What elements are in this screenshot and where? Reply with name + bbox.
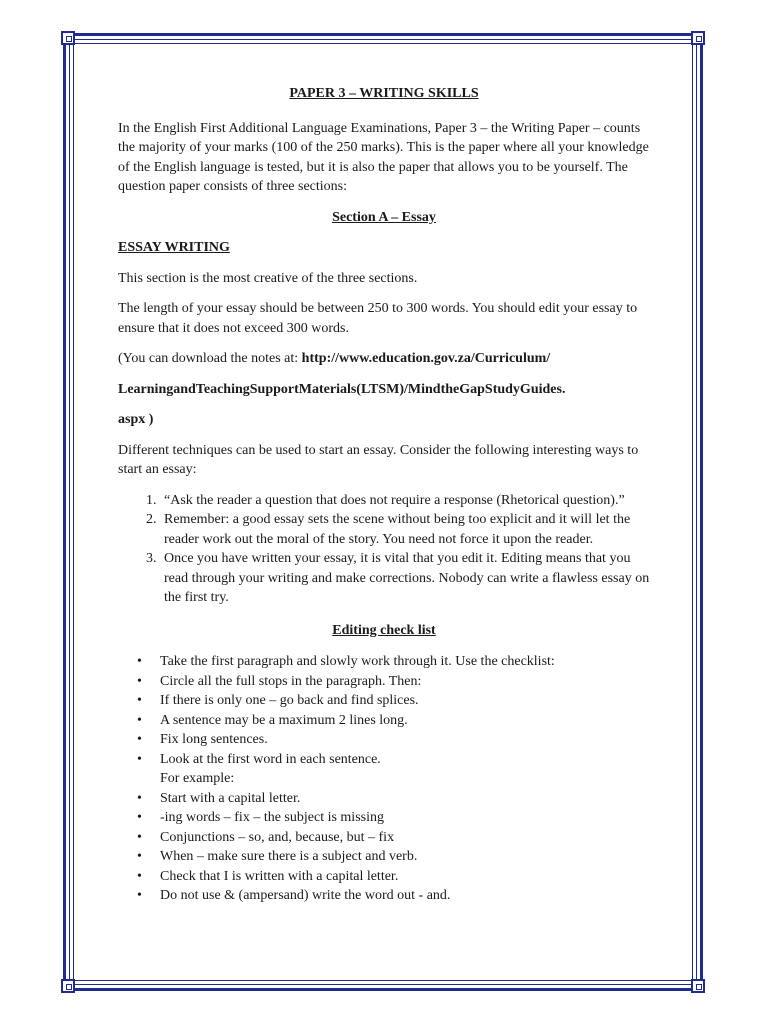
document-body (118, 84, 650, 906)
list-item: • Circle all the full stops in the paragraph. Then: (160, 672, 650, 692)
techniques-paragraph: Different techniques can be used to start an essay. Consider the following interesting ways to start an essay: (118, 442, 639, 477)
creative-paragraph: This section is the most creative of the three sections. (118, 270, 418, 286)
list-item: • When – make sure there is a subject and verb. (160, 847, 650, 867)
list-item: 3. Once you have written your essay, it is vital that you edit it. Editing means that you read through your writing and make corrections. Nobody can write a flawless essay on the first try. (160, 549, 650, 608)
list-item: • Conjunctions – so, and, because, but – fix (160, 828, 650, 848)
corner-ornament-top-left (61, 31, 75, 45)
length-paragraph: The length of your essay should be between 250 to 300 words. You should edit your essay to ensure that it does not exceed 300 words. (118, 301, 638, 336)
list-item: • Look at the first word in each sentence. (160, 750, 650, 770)
document-title: PAPER 3 – WRITING SKILLS (289, 86, 479, 101)
list-item: • Check that I is written with a capital letter. (160, 867, 650, 887)
editing-checklist (118, 652, 650, 906)
download-prefix: (You can download the notes at: (118, 351, 302, 366)
list-item-continuation: For example: (160, 771, 235, 786)
download-link-part-1[interactable]: http://www.education.gov.za/Curriculum/ (301, 351, 551, 366)
download-link-part-2[interactable]: LearningandTeachingSupportMaterials(LTSM)/MindtheGapStudyGuides. (118, 381, 566, 397)
techniques-list (118, 491, 650, 608)
download-link-part-3[interactable]: aspx ) (118, 412, 154, 427)
section-a-heading: Section A – Essay (332, 209, 436, 225)
editing-checklist-heading: Editing check list (332, 622, 436, 638)
list-item: • Fix long sentences. (160, 730, 650, 750)
list-item: • Do not use & (ampersand) write the word out - and. (160, 886, 650, 906)
list-item: • Start with a capital letter. (160, 789, 650, 809)
list-item: • If there is only one – go back and find splices. (160, 691, 650, 711)
download-notes-line (118, 349, 650, 369)
corner-ornament-top-right (691, 31, 705, 45)
corner-ornament-bottom-right (691, 979, 705, 993)
list-item: • Take the first paragraph and slowly work through it. Use the checklist: (160, 652, 650, 672)
list-item: • A sentence may be a maximum 2 lines long. (160, 711, 650, 731)
list-item: • -ing words – fix – the subject is missing (160, 808, 650, 828)
intro-paragraph: In the English First Additional Language Examinations, Paper 3 – the Writing Paper – counts the majority of your marks (100 of the 250 marks). This is the paper where all your knowledge of the English language is tested, but it is also the paper that allows you to be yourself. The question paper consists of three sections: (118, 120, 649, 194)
list-item: 2. Remember: a good essay sets the scene without being too explicit and it will let the reader work out the moral of the story. You need not force it upon the reader. (160, 510, 650, 549)
list-item: 1. “Ask the reader a question that does not require a response (Rhetorical question).” (160, 491, 650, 511)
essay-writing-heading: ESSAY WRITING (118, 240, 230, 255)
corner-ornament-bottom-left (61, 979, 75, 993)
